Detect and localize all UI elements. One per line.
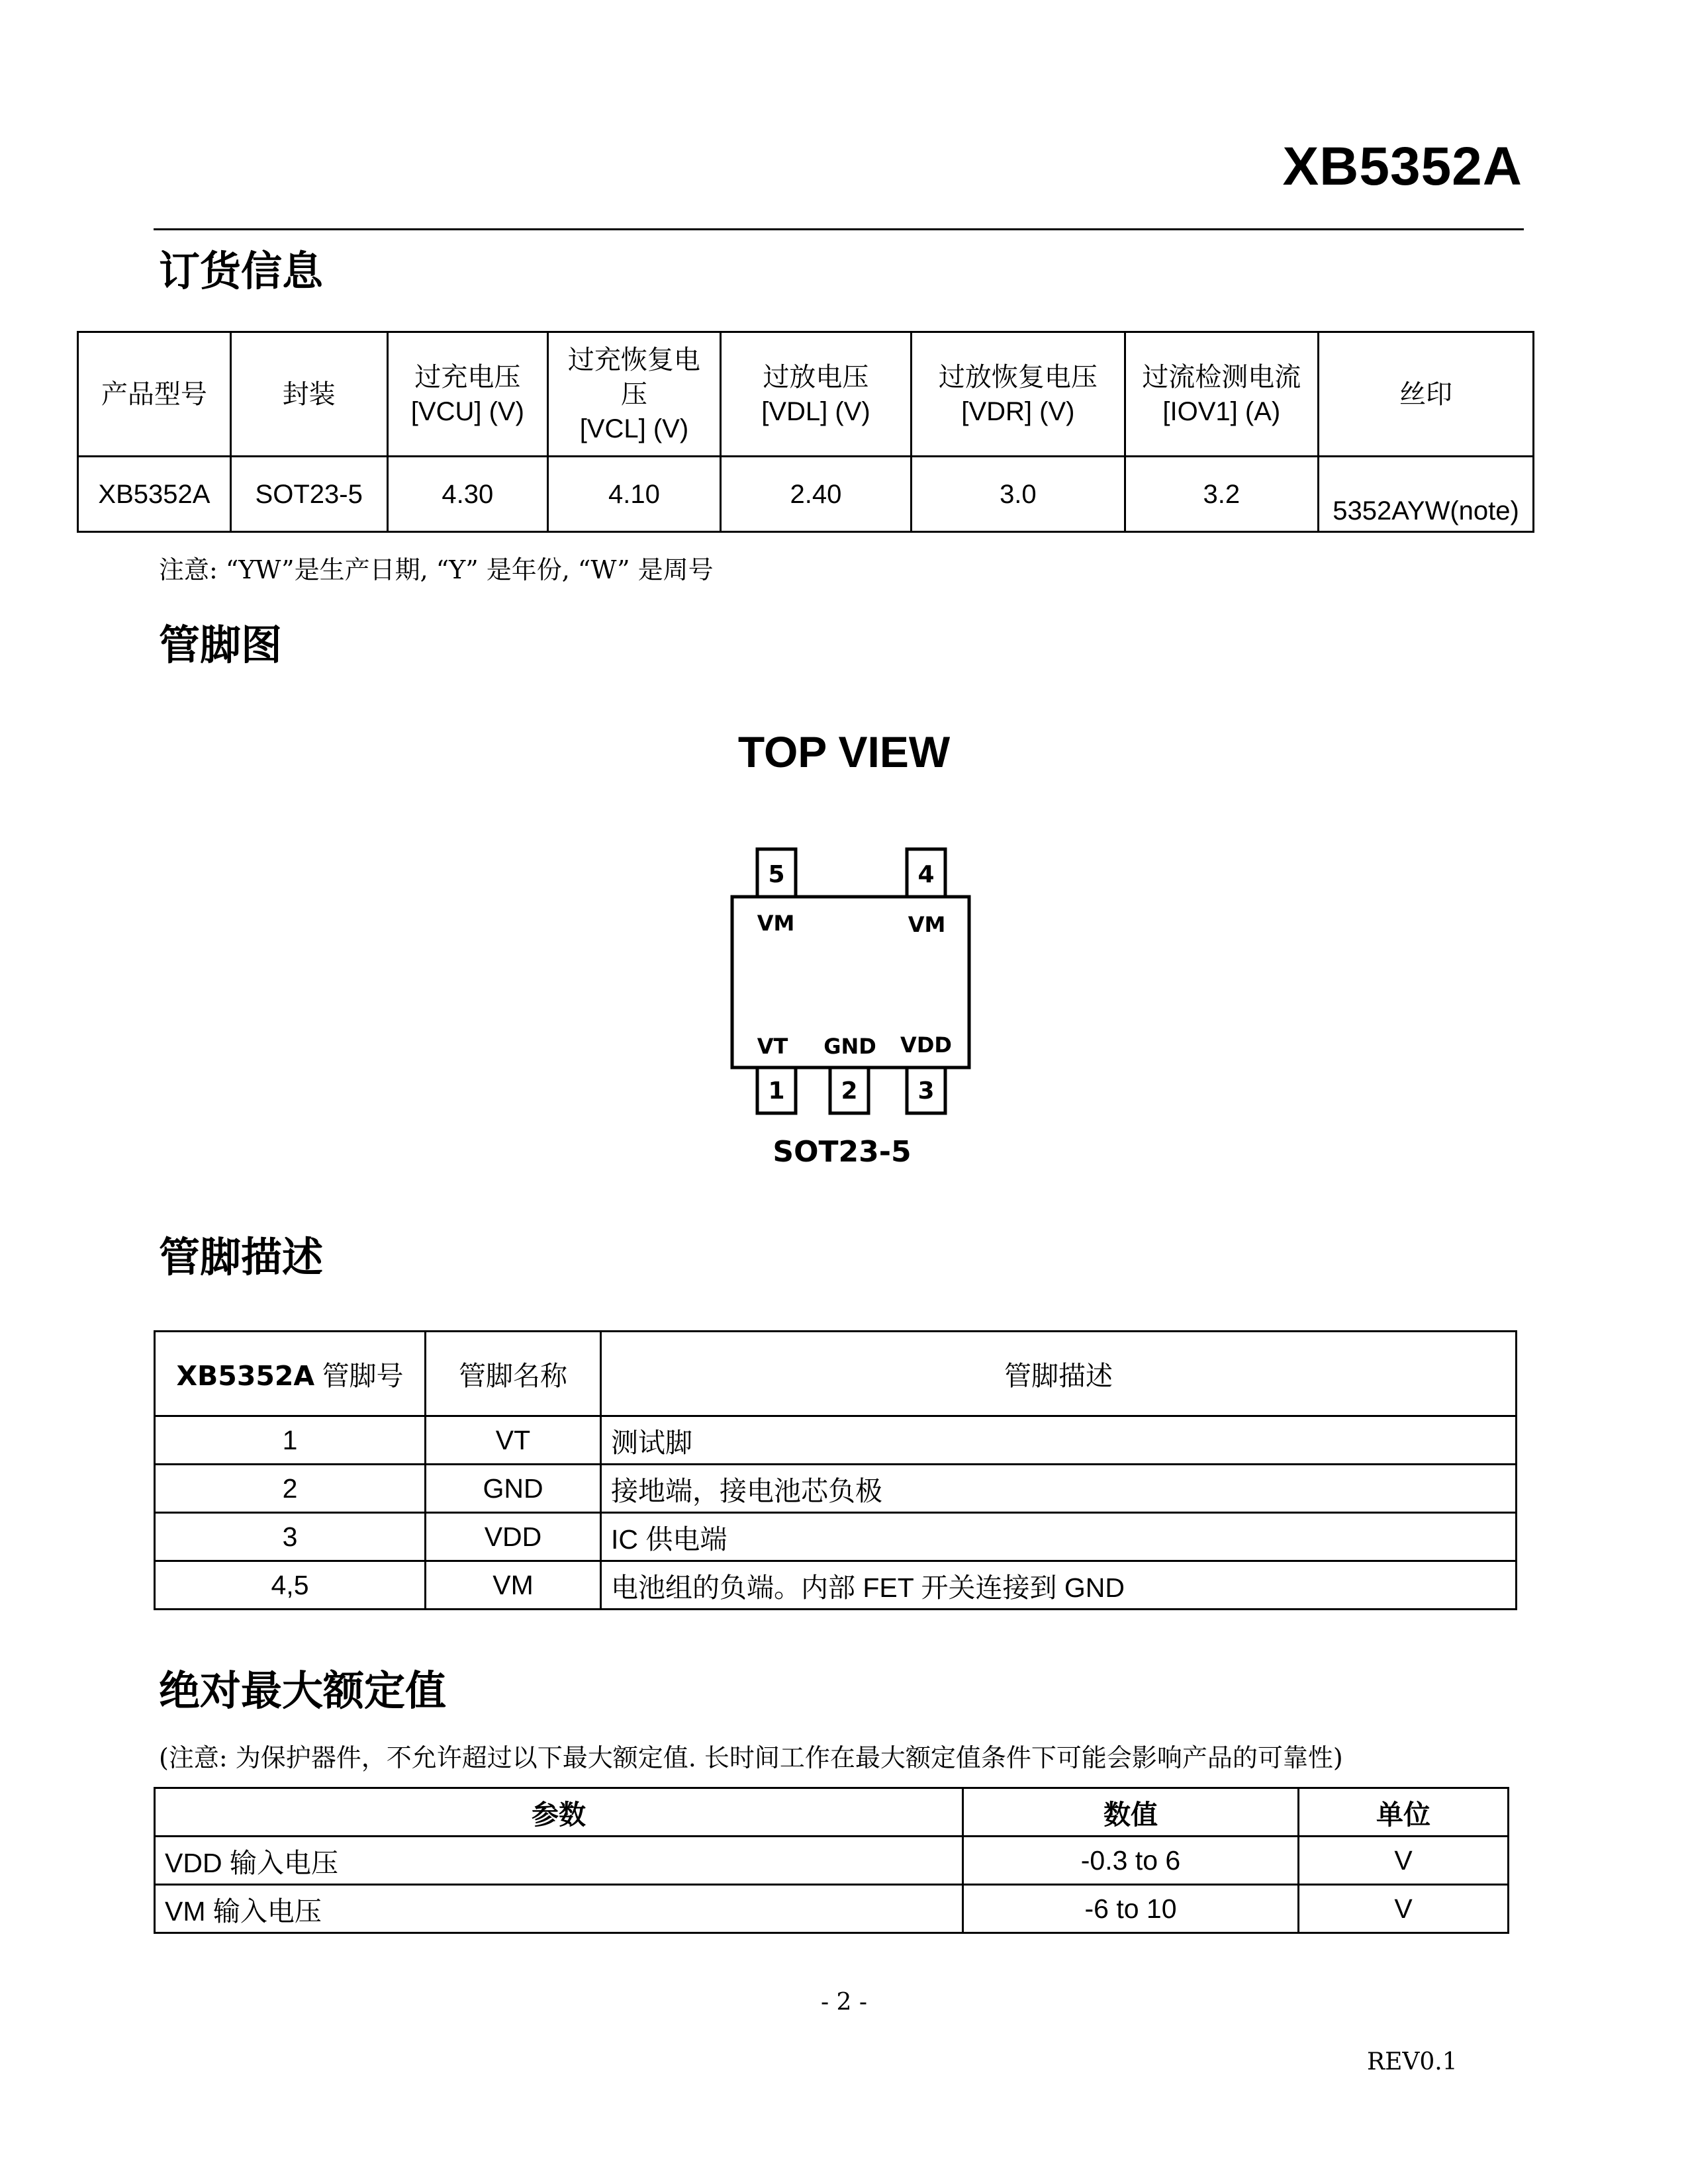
ordering-section-title: 订货信息 (159, 247, 324, 295)
pin-desc-table (154, 1330, 1517, 1610)
abs-max-param-cell: VM 输入电压 (155, 1885, 963, 1933)
ordering-header-cell: 过流检测电流 [IOV1] (A) (1125, 332, 1319, 457)
pin-description-cell: IC 供电端 (601, 1513, 1517, 1561)
ordering-header-row (78, 332, 1534, 457)
pin-4-number: 4 (917, 861, 935, 888)
pin-description-cell: 测试脚 (601, 1416, 1517, 1465)
table-row (155, 1416, 1517, 1465)
abs-max-unit-cell: V (1299, 1885, 1509, 1933)
abs-max-header-row (155, 1788, 1509, 1837)
pin-number-cell: 2 (155, 1465, 426, 1513)
ordering-header-cell: 过放恢复电压 [VDR] (V) (912, 332, 1125, 457)
part-number-title: XB5352A (1282, 136, 1523, 197)
revision-label: REV0.1 (1367, 2048, 1458, 2075)
pin-description-cell: 接地端，接电池芯负极 (601, 1465, 1517, 1513)
abs-max-header-param: 参数 (155, 1788, 963, 1837)
ordering-header-cell: 丝印 (1319, 332, 1534, 457)
abs-max-section-title: 绝对最大额定值 (159, 1666, 447, 1715)
pin-1-number: 1 (768, 1077, 785, 1105)
pin-3-number: 3 (917, 1077, 935, 1105)
pin-desc-header-desc: 管脚描述 (601, 1332, 1517, 1416)
header-rule (154, 228, 1524, 230)
ordering-header-cell: 过充恢复电 压 [VCL] (V) (548, 332, 721, 457)
abs-max-note: (注意: 为保护器件，不允许超过以下最大额定值. 长时间工作在最大额定值条件下可能会影响产品的可靠性) (159, 1743, 1343, 1772)
pin-5-number: 5 (768, 861, 785, 888)
ordering-cell-model: XB5352A (78, 457, 231, 532)
ordering-cell-vcl: 4.10 (548, 457, 721, 532)
table-row (155, 1465, 1517, 1513)
pin-1-name: VT (757, 1034, 788, 1059)
ordering-cell-vdr: 3.0 (912, 457, 1125, 532)
pin-desc-section-title: 管脚描述 (159, 1233, 324, 1281)
sot23-5-pinout-diagram (702, 827, 980, 1171)
pin-4-name: VM (908, 912, 946, 937)
ordering-note: 注意: “YW”是生产日期, “Y” 是年份, “W” 是周号 (159, 555, 714, 584)
ordering-cell-package: SOT23-5 (230, 457, 387, 532)
ordering-header-cell: 产品型号 (78, 332, 231, 457)
pin-2-name: GND (823, 1034, 876, 1059)
ordering-table (77, 331, 1534, 533)
ordering-cell-vcu: 4.30 (387, 457, 548, 532)
pin-name-cell: VM (426, 1561, 601, 1610)
ordering-header-cell: 过充电压 [VCU] (V) (387, 332, 548, 457)
pin-name-cell: GND (426, 1465, 601, 1513)
ordering-cell-vdl: 2.40 (720, 457, 911, 532)
pinout-section-title: 管脚图 (159, 621, 283, 669)
pin-description-cell: 电池组的负端。内部 FET 开关连接到 GND (601, 1561, 1517, 1610)
abs-max-param-cell: VDD 输入电压 (155, 1837, 963, 1885)
abs-max-value-cell: -6 to 10 (963, 1885, 1299, 1933)
ordering-cell-marking: 5352AYW(note) (1319, 457, 1534, 532)
pin-name-cell: VDD (426, 1513, 601, 1561)
pin-desc-header-row (155, 1332, 1517, 1416)
table-row (155, 1837, 1509, 1885)
ordering-data-row (78, 457, 1534, 532)
pin-5-name: VM (757, 911, 795, 936)
pin-number-cell: 1 (155, 1416, 426, 1465)
abs-max-header-value: 数值 (963, 1788, 1299, 1837)
pin-3-name: VDD (900, 1032, 952, 1058)
pin-name-cell: VT (426, 1416, 601, 1465)
table-row (155, 1561, 1517, 1610)
pin-number-cell: 4,5 (155, 1561, 426, 1610)
pin-desc-header-number: XB5352A 管脚号 (155, 1332, 426, 1416)
ordering-header-cell: 过放电压 [VDL] (V) (720, 332, 911, 457)
pin-number-cell: 3 (155, 1513, 426, 1561)
abs-max-unit-cell: V (1299, 1837, 1509, 1885)
abs-max-table (154, 1787, 1509, 1934)
pin-desc-header-name: 管脚名称 (426, 1332, 601, 1416)
package-label: SOT23-5 (773, 1135, 912, 1169)
ordering-cell-iov1: 3.2 (1125, 457, 1319, 532)
abs-max-value-cell: -0.3 to 6 (963, 1837, 1299, 1885)
table-row (155, 1885, 1509, 1933)
ordering-header-cell: 封装 (230, 332, 387, 457)
pin-2-number: 2 (841, 1077, 858, 1105)
top-view-label: TOP VIEW (737, 727, 951, 776)
abs-max-header-unit: 单位 (1299, 1788, 1509, 1837)
page-number: - 2 - (820, 1989, 868, 2016)
table-row (155, 1513, 1517, 1561)
